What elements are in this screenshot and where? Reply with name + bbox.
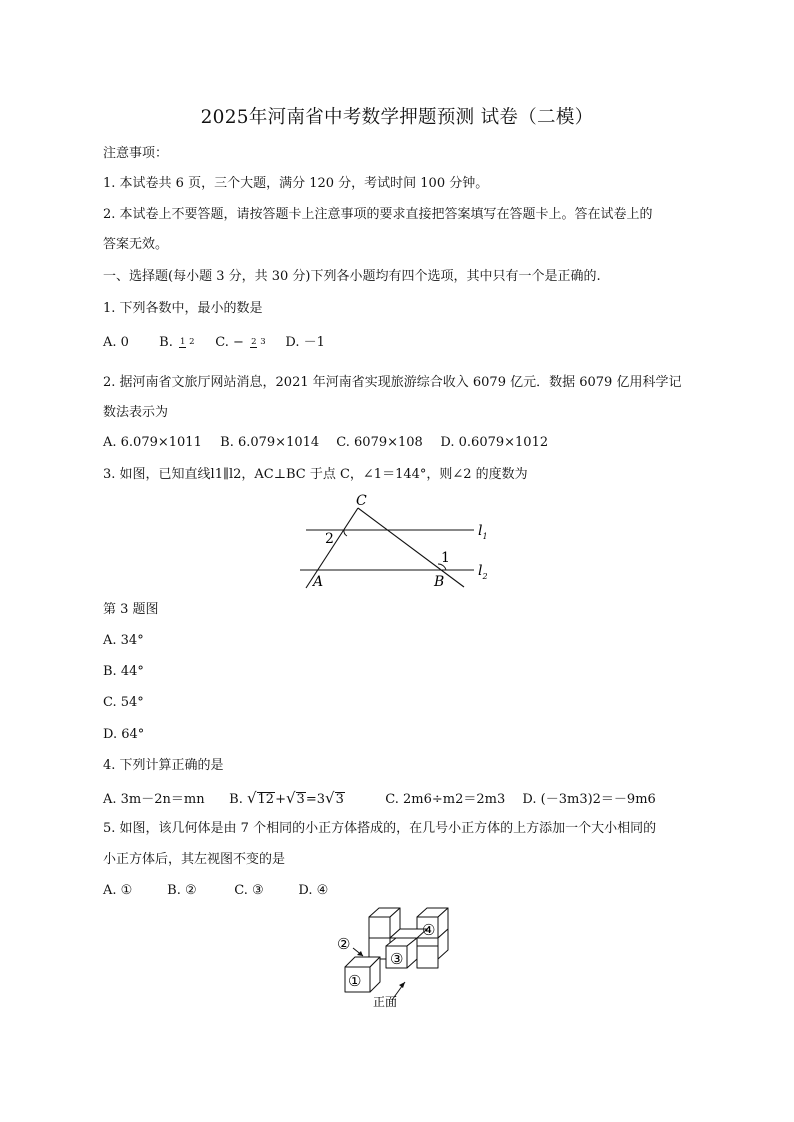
- q4-option-b-radicand-2: 3: [296, 792, 305, 807]
- label-l2-subscript: 2: [482, 572, 488, 581]
- q2-options: [103, 434, 548, 452]
- q2-option-b: B. 6.079×1014: [220, 435, 320, 450]
- q2-option-c: C. 6079×108: [336, 435, 423, 450]
- q4-option-b-radicand-3: 3: [335, 792, 344, 807]
- cube-mark-2: ②: [337, 935, 351, 953]
- q3-option-c: C. 54°: [103, 695, 144, 710]
- cube-mark-3: ③: [390, 950, 404, 968]
- q5-option-b: B. ②: [167, 883, 197, 898]
- q4-option-b-radicand-1: 12: [257, 792, 275, 807]
- label-l1-letter: l: [478, 523, 483, 539]
- front-label: 正面: [373, 995, 398, 1009]
- q1-option-c-label: C. −: [215, 335, 244, 350]
- q4-option-b-label: B.: [229, 792, 243, 807]
- q1-option-b-denominator: 2: [189, 336, 195, 347]
- q4-option-d: D. (－3m3)2＝－9m6: [522, 792, 656, 807]
- notice-item-1: 1. 本试卷共 6 页，三个大题，满分 120 分，考试时间 100 分钟。: [103, 176, 489, 191]
- q5-option-c: C. ③: [234, 883, 264, 898]
- label-angle-1: 1: [441, 550, 450, 566]
- segment-cb: [358, 508, 464, 587]
- q3-option-b: B. 44°: [103, 664, 144, 679]
- q4-option-b: [229, 789, 381, 809]
- q3-option-d: D. 64°: [103, 727, 145, 742]
- q5-stem-line-2: 小正方体后，其左视图不变的是: [103, 852, 286, 867]
- q4-option-c: C. 2m6÷m2＝2m3: [385, 792, 506, 807]
- q5-option-a: A. ①: [103, 883, 133, 898]
- q1-option-c-denominator: 3: [260, 336, 266, 347]
- q5-options: [103, 882, 328, 900]
- q2-option-d: D. 0.6079×1012: [440, 435, 549, 450]
- q1-option-c: [215, 334, 281, 352]
- angle-2-arc: [344, 530, 347, 536]
- label-l1-subscript: 1: [482, 532, 488, 541]
- q1-option-b-label: B.: [159, 335, 173, 350]
- q5-stem-line-1: 5. 如图，该几何体是由 7 个相同的小正方体搭成的，在几号小正方体的上方添加一个大小相同的: [103, 821, 657, 836]
- sqrt-sign-icon: √: [246, 789, 257, 807]
- q2-stem-line-2: 数法表示为: [103, 405, 169, 420]
- cube-back-left-upper: [369, 917, 390, 938]
- q1-option-b: [159, 334, 211, 352]
- section-1-heading: 一、选择题(每小题 3 分，共 30 分)下列各小题均有四个选项，其中只有一个是正确的.: [103, 269, 601, 284]
- q1-option-c-fraction: [250, 338, 266, 348]
- q5-cube-figure: [330, 904, 466, 1012]
- q1-option-b-numerator: 1: [179, 336, 186, 347]
- sqrt-sign-icon: √: [325, 789, 335, 807]
- q2-stem-line-1: 2. 据河南省文旅厅网站消息，2021 年河南省实现旅游综合收入 6079 亿元．数据 6079 亿用科学记: [103, 375, 682, 390]
- cube-back-right-base: [417, 946, 438, 968]
- label-b: B: [434, 574, 445, 590]
- notice-item-2-line-1: 2. 本试卷上不要答题，请按答题卡上注意事项的要求直接把答案填写在答题卡上。答在试卷上的: [103, 207, 653, 222]
- q3-stem: 3. 如图，已知直线l1∥l2，AC⊥BC 于点 C，∠1＝144°，则∠2 的度数为: [103, 467, 528, 482]
- label-angle-2: 2: [325, 531, 334, 547]
- q1-option-a: A. 0: [103, 335, 129, 350]
- label-a: A: [313, 574, 324, 590]
- cube-mark-1: ①: [348, 972, 362, 990]
- q1-stem: 1. 下列各数中，最小的数是: [103, 301, 263, 316]
- sqrt-sign-icon: √: [285, 789, 296, 807]
- page-title: 2025年河南省中考数学押题预测 试卷（二模）: [200, 107, 594, 128]
- q1-option-b-fraction: [179, 338, 195, 348]
- cube-mark-4: ④: [422, 921, 436, 939]
- q3-option-a: A. 34°: [103, 633, 144, 648]
- q4-stem: 4. 下列计算正确的是: [103, 758, 224, 773]
- notice-heading: 注意事项：: [103, 146, 169, 161]
- label-l2-letter: l: [478, 563, 483, 579]
- notice-item-2-line-2: 答案无效。: [103, 237, 169, 252]
- q1-option-c-numerator: 2: [251, 336, 257, 347]
- q5-option-d: D. ④: [298, 883, 329, 898]
- q2-option-a: A. 6.079×1011: [103, 435, 202, 450]
- q4-option-b-plus: +: [275, 792, 286, 807]
- label-c: C: [356, 493, 367, 509]
- label-l1: [478, 523, 488, 541]
- q3-figure: [296, 490, 496, 592]
- q4-option-a: A. 3m－2n＝mn: [103, 792, 205, 807]
- q4-option-b-equals: =3: [305, 792, 325, 807]
- q1-option-d: D. －1: [285, 335, 325, 350]
- q3-figure-caption: 第 3 题图: [103, 602, 159, 617]
- label-l2: [478, 563, 488, 581]
- q1-options: [103, 334, 325, 352]
- q4-options: [103, 789, 656, 809]
- front-arrowhead-icon: [399, 982, 405, 988]
